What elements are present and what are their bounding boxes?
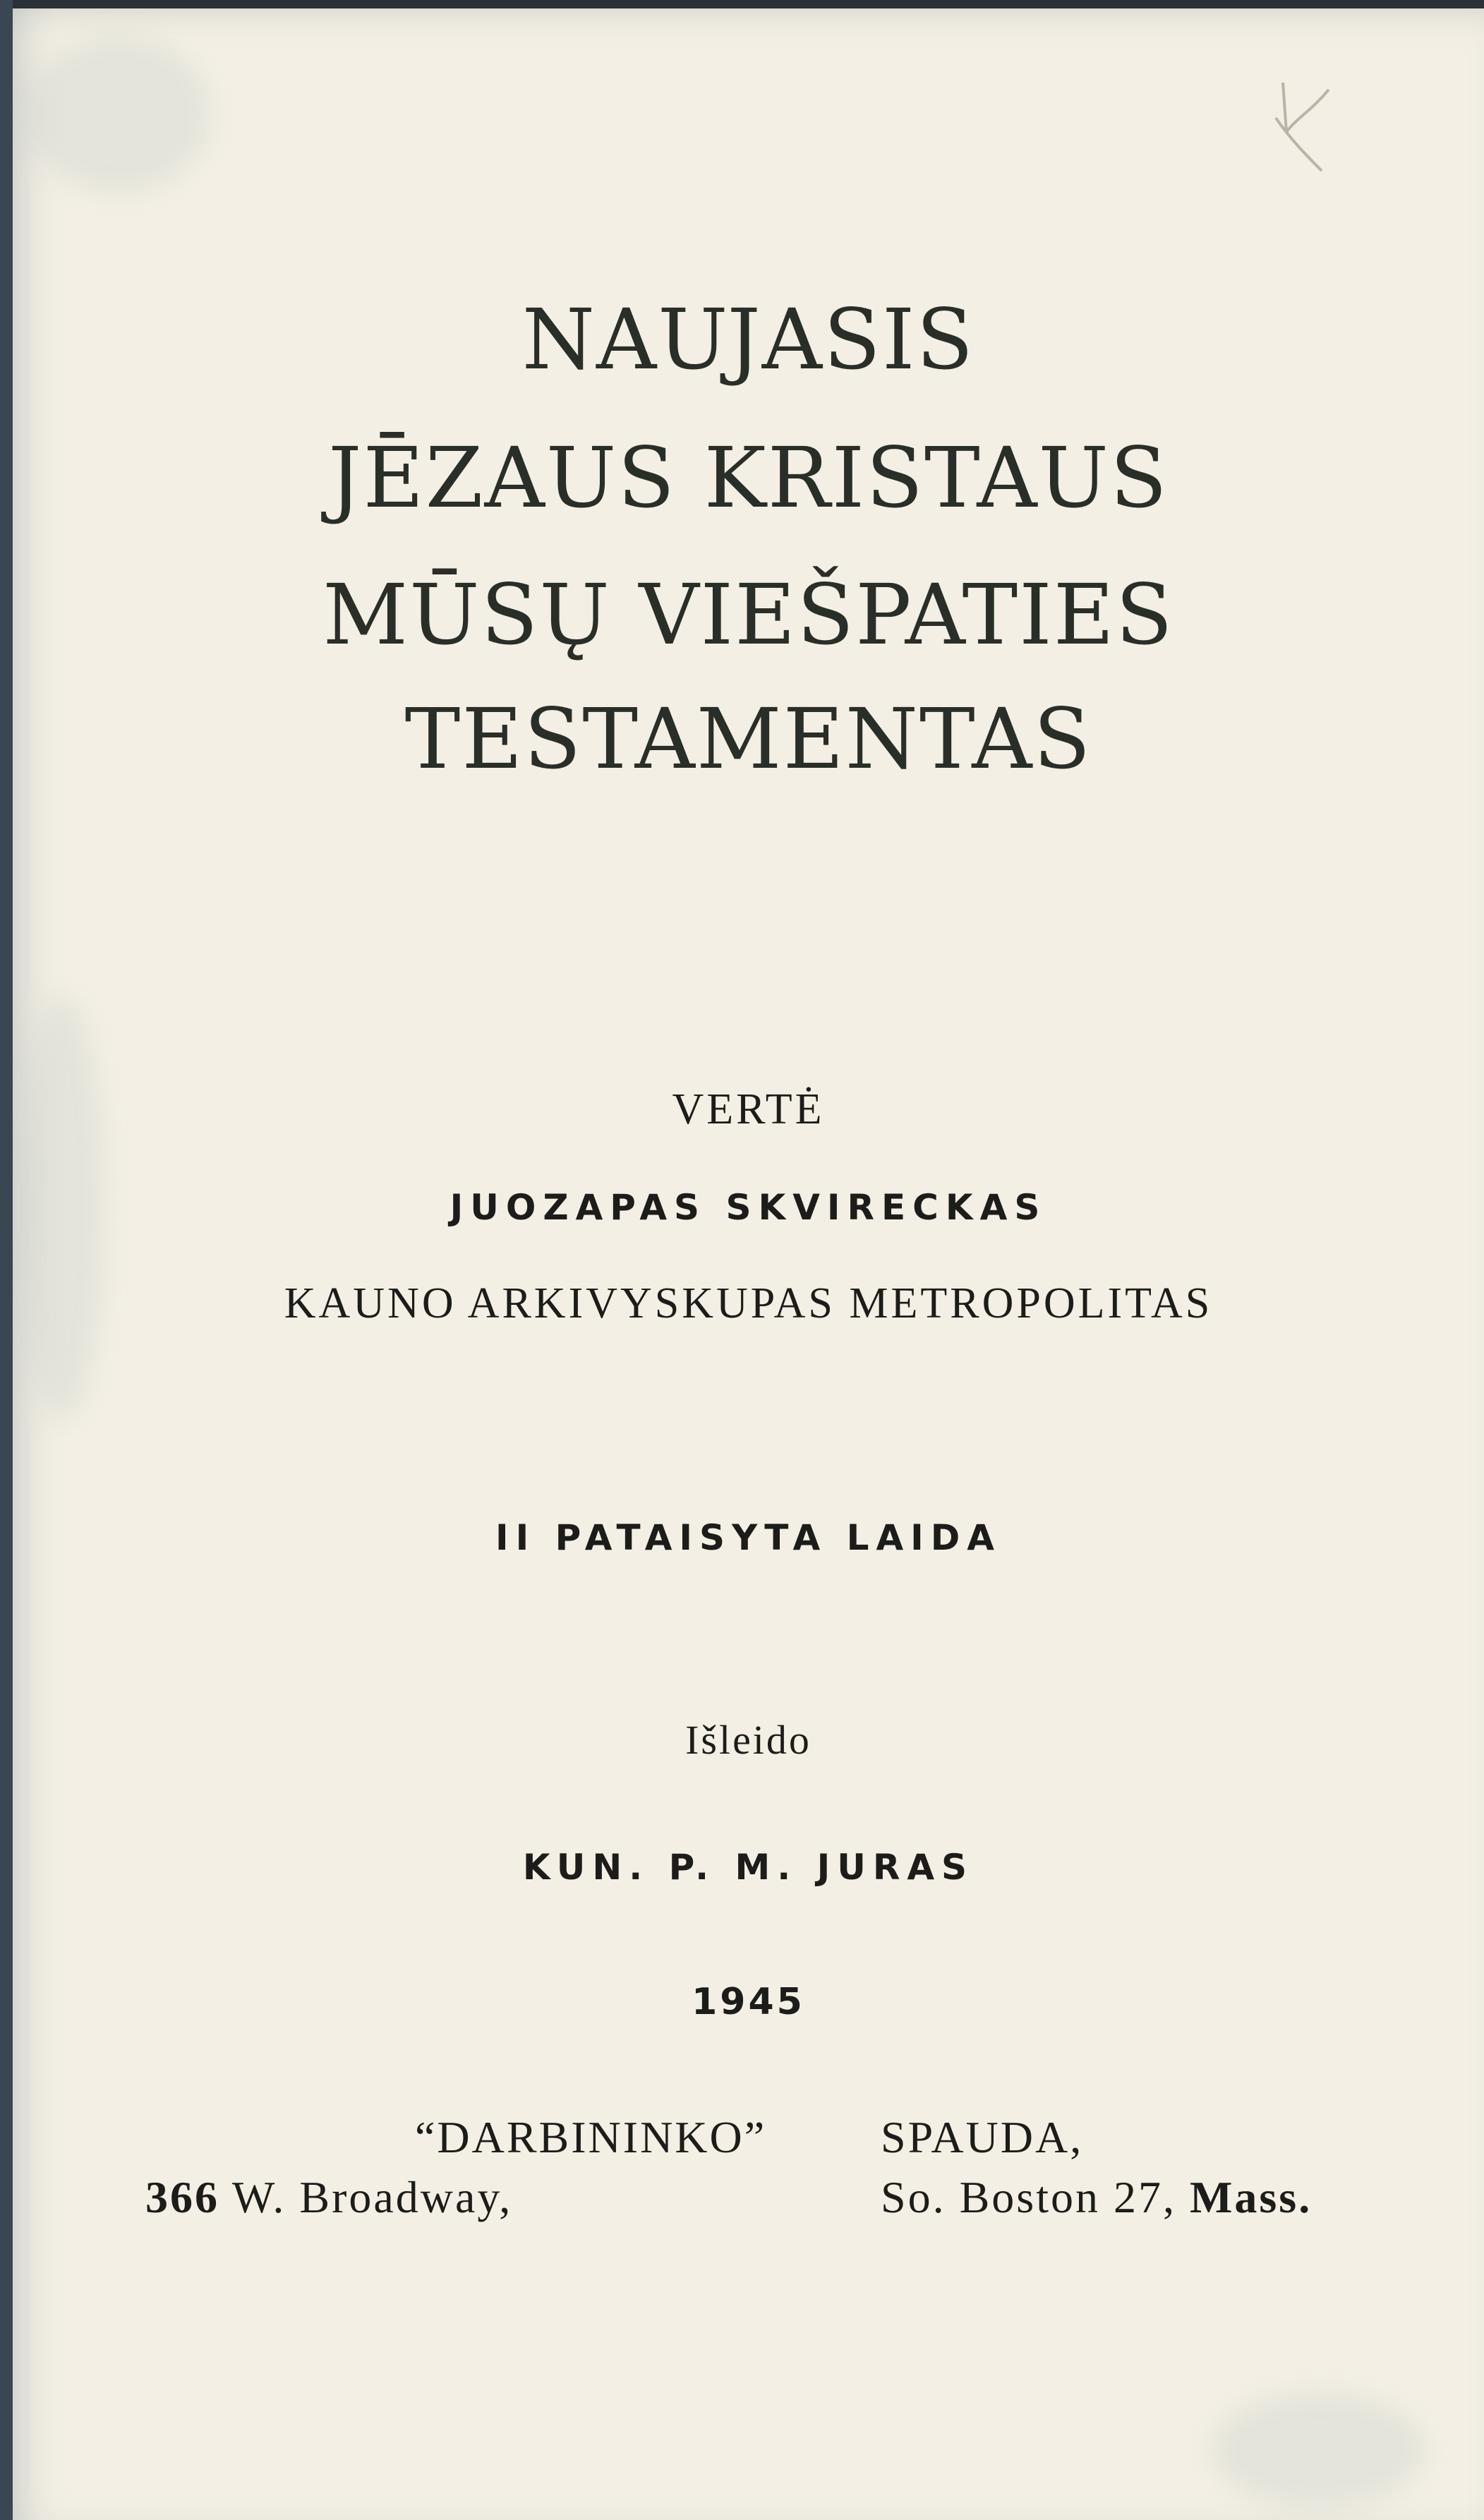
street-name: W. Broadway, — [231, 2172, 513, 2222]
publisher-name: KUN. P. M. JURAS — [522, 1847, 975, 1888]
translator-label: VERTĖ — [672, 1085, 825, 1133]
press-name-left: “DARBININKO” — [415, 2112, 767, 2162]
publisher-label: Išleido — [685, 1717, 812, 1763]
publication-year: 1945 — [692, 1981, 805, 2023]
title-line-4: TESTAMENTAS — [404, 690, 1092, 788]
press-address-left — [145, 2171, 512, 2224]
stain — [1212, 2394, 1424, 2507]
pencil-mark — [1269, 76, 1353, 174]
street-number: 366 — [145, 2172, 219, 2222]
title-line-1: NAUJASIS — [521, 291, 975, 388]
city: So. Boston 27, — [881, 2172, 1176, 2222]
title-page — [13, 8, 1484, 2520]
page-edge-top — [0, 0, 1484, 8]
stain — [27, 37, 210, 192]
edition: II PATAISYTA LAIDA — [495, 1517, 1001, 1558]
title-line-3: MŪSŲ VIEŠPATIES — [322, 566, 1174, 663]
title-line-2: JĒZAUS KRISTAUS — [328, 429, 1169, 526]
state: Mass. — [1189, 2172, 1313, 2222]
translator-role: KAUNO ARKIVYSKUPAS METROPOLITAS — [284, 1279, 1213, 1327]
press-name-right: SPAUDA, — [881, 2112, 1084, 2162]
page-edge-left — [0, 0, 13, 2520]
translator-name: JUOZAPAS SKVIRECKAS — [450, 1187, 1047, 1228]
press-address-right — [881, 2171, 1312, 2224]
